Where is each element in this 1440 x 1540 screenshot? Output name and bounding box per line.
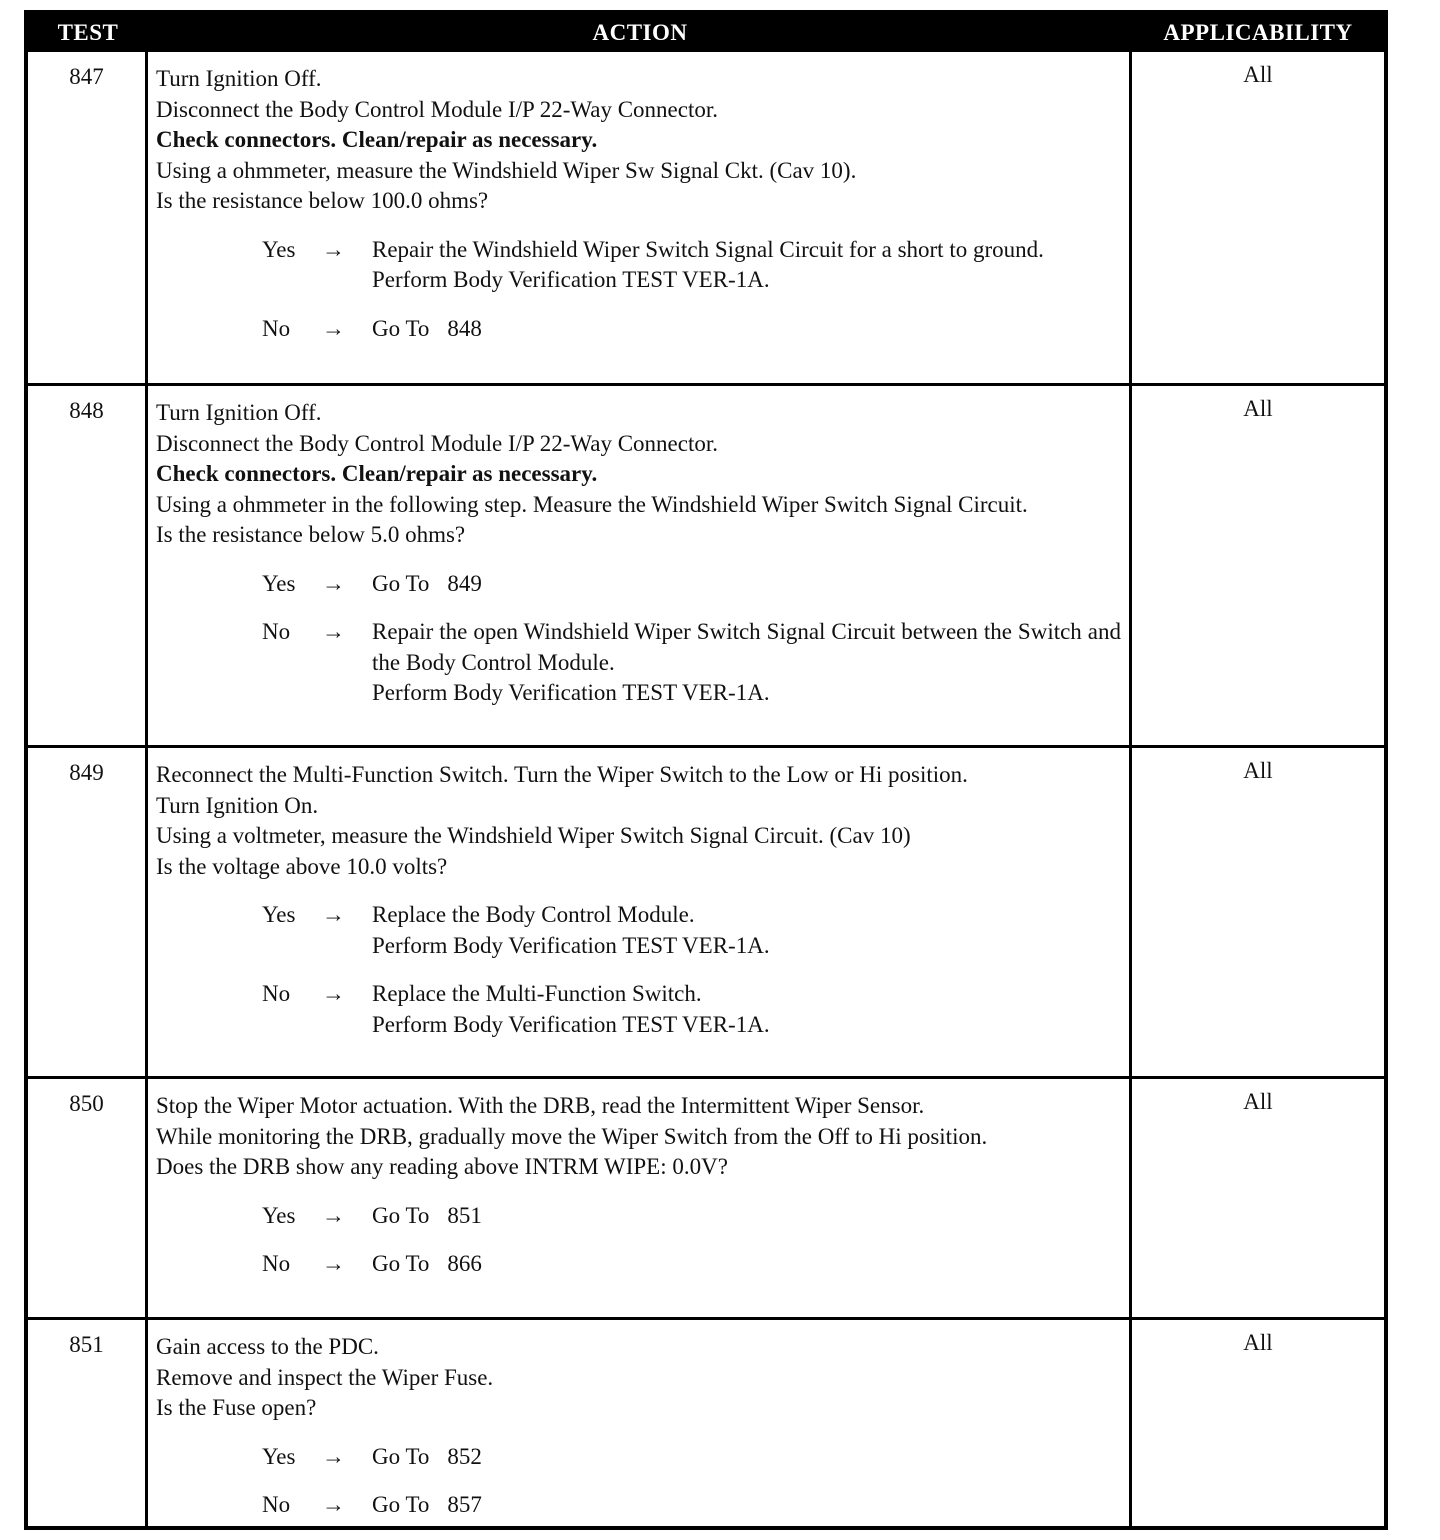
action-cell	[148, 1320, 1132, 1529]
applicability-cell: All	[1243, 62, 1273, 87]
branch-result	[372, 314, 1121, 345]
action-step: Is the voltage above 10.0 volts?	[156, 853, 448, 879]
result-line: Perform Body Verification TEST VER-1A.	[372, 1011, 770, 1037]
result-line: Replace the Multi-Function Switch.	[372, 981, 702, 1006]
result-line: Perform Body Verification TEST VER-1A.	[372, 267, 770, 292]
branch-result	[372, 235, 1121, 296]
branch-answer: No	[262, 315, 291, 341]
branch-answer: Yes	[262, 1202, 296, 1228]
branch-no	[156, 314, 1121, 345]
goto-label: Go To	[372, 315, 430, 341]
branch-result	[372, 617, 1121, 709]
branch-answer: No	[262, 1251, 291, 1276]
table-row	[28, 745, 1384, 1076]
right-arrow-icon: →	[322, 1492, 345, 1517]
table-row	[28, 383, 1384, 745]
action-cell	[148, 1079, 1132, 1317]
action-step: Disconnect the Body Control Module I/P 22-Way Connector.	[156, 96, 718, 122]
goto-label: Go To	[372, 570, 430, 596]
branch-yes	[156, 900, 1121, 961]
branch-yes	[156, 569, 1121, 600]
branch-no	[156, 1249, 1121, 1280]
branch-result	[372, 1201, 1121, 1232]
goto-target: 851	[447, 1202, 482, 1228]
action-cell	[148, 52, 1132, 383]
action-cell	[148, 386, 1132, 745]
result-line: Repair the open Windshield Wiper Switch Signal Circuit between the Switch and the Body Control Module.	[372, 619, 1121, 675]
branch-answer: Yes	[262, 236, 296, 262]
action-step: Is the Fuse open?	[156, 1395, 317, 1420]
test-number: 849	[28, 748, 148, 1076]
goto-label: Go To	[372, 1251, 430, 1276]
right-arrow-icon: →	[322, 981, 345, 1006]
header-action: ACTION	[592, 20, 688, 45]
right-arrow-icon: →	[322, 570, 345, 596]
branch-yes	[156, 1442, 1121, 1473]
action-step: Does the DRB show any reading above INTRM WIPE: 0.0V?	[156, 1154, 728, 1179]
branch-answer: Yes	[262, 902, 296, 927]
branch-no	[156, 617, 1121, 709]
goto-target: 857	[447, 1492, 482, 1517]
branch-answer: No	[262, 619, 291, 644]
branch-result	[372, 1442, 1121, 1473]
goto-target: 848	[447, 315, 482, 341]
action-step: Using a ohmmeter in the following step. Measure the Windshield Wiper Switch Signal Circuit.	[156, 491, 1028, 517]
branch-result	[372, 900, 1121, 961]
branch-no	[156, 979, 1121, 1040]
action-step: Check connectors. Clean/repair as necessary.	[156, 127, 598, 152]
goto-label: Go To	[372, 1443, 430, 1469]
test-number: 851	[28, 1320, 148, 1529]
branch-result	[372, 1490, 1121, 1521]
right-arrow-icon: →	[322, 1251, 345, 1276]
action-step: Stop the Wiper Motor actuation. With the DRB, read the Intermittent Wiper Sensor.	[156, 1093, 925, 1118]
branch-answer: No	[262, 1492, 291, 1517]
action-step: Is the resistance below 100.0 ohms?	[156, 188, 489, 213]
branch-answer: No	[262, 981, 291, 1006]
action-step: Disconnect the Body Control Module I/P 22-Way Connector.	[156, 430, 718, 456]
header-test: TEST	[57, 20, 119, 45]
action-cell	[148, 748, 1132, 1076]
goto-target: 852	[447, 1443, 482, 1469]
right-arrow-icon: →	[322, 236, 345, 262]
goto-target: 849	[447, 570, 482, 596]
test-number: 847	[28, 52, 148, 383]
table-row	[28, 1076, 1384, 1317]
goto-target: 866	[447, 1251, 482, 1276]
branch-result	[372, 979, 1121, 1040]
test-number: 850	[28, 1079, 148, 1317]
goto-label: Go To	[372, 1202, 430, 1228]
table-body	[28, 52, 1384, 1529]
right-arrow-icon: →	[322, 1443, 345, 1469]
result-line: Replace the Body Control Module.	[372, 902, 695, 927]
action-step: Gain access to the PDC.	[156, 1334, 379, 1359]
table-header	[28, 14, 1384, 52]
action-step: Using a voltmeter, measure the Windshield Wiper Switch Signal Circuit. (Cav 10)	[156, 823, 911, 848]
action-step: Turn Ignition Off.	[156, 400, 322, 425]
right-arrow-icon: →	[322, 1202, 345, 1228]
right-arrow-icon: →	[322, 902, 345, 927]
action-step: Turn Ignition On.	[156, 792, 319, 818]
action-step: Turn Ignition Off.	[156, 66, 322, 91]
applicability-cell: All	[1243, 396, 1273, 421]
action-step: While monitoring the DRB, gradually move the Wiper Switch from the Off to Hi position.	[156, 1123, 988, 1149]
result-line: Perform Body Verification TEST VER-1A.	[372, 680, 770, 705]
branch-yes	[156, 235, 1121, 296]
branch-no	[156, 1490, 1121, 1521]
table-row	[28, 52, 1384, 383]
branch-yes	[156, 1201, 1121, 1232]
result-line: Repair the Windshield Wiper Switch Signal Circuit for a short to ground.	[372, 236, 1044, 262]
diagnostic-test-table	[24, 10, 1388, 1530]
applicability-cell: All	[1243, 758, 1273, 783]
applicability-cell: All	[1243, 1089, 1273, 1114]
test-number: 848	[28, 386, 148, 745]
table-row	[28, 1317, 1384, 1529]
action-step: Check connectors. Clean/repair as necessary.	[156, 461, 598, 486]
right-arrow-icon: →	[322, 619, 345, 644]
goto-label: Go To	[372, 1492, 430, 1517]
result-line: Perform Body Verification TEST VER-1A.	[372, 932, 770, 958]
header-applicability: APPLICABILITY	[1163, 20, 1353, 45]
right-arrow-icon: →	[322, 315, 345, 341]
action-step: Is the resistance below 5.0 ohms?	[156, 522, 466, 547]
action-step: Remove and inspect the Wiper Fuse.	[156, 1364, 494, 1390]
applicability-cell: All	[1243, 1330, 1273, 1355]
branch-result	[372, 569, 1121, 600]
action-step: Using a ohmmeter, measure the Windshield Wiper Sw Signal Ckt. (Cav 10).	[156, 157, 857, 183]
branch-answer: Yes	[262, 570, 296, 596]
action-step: Reconnect the Multi-Function Switch. Turn the Wiper Switch to the Low or Hi position.	[156, 762, 968, 787]
branch-answer: Yes	[262, 1443, 296, 1469]
branch-result	[372, 1249, 1121, 1280]
